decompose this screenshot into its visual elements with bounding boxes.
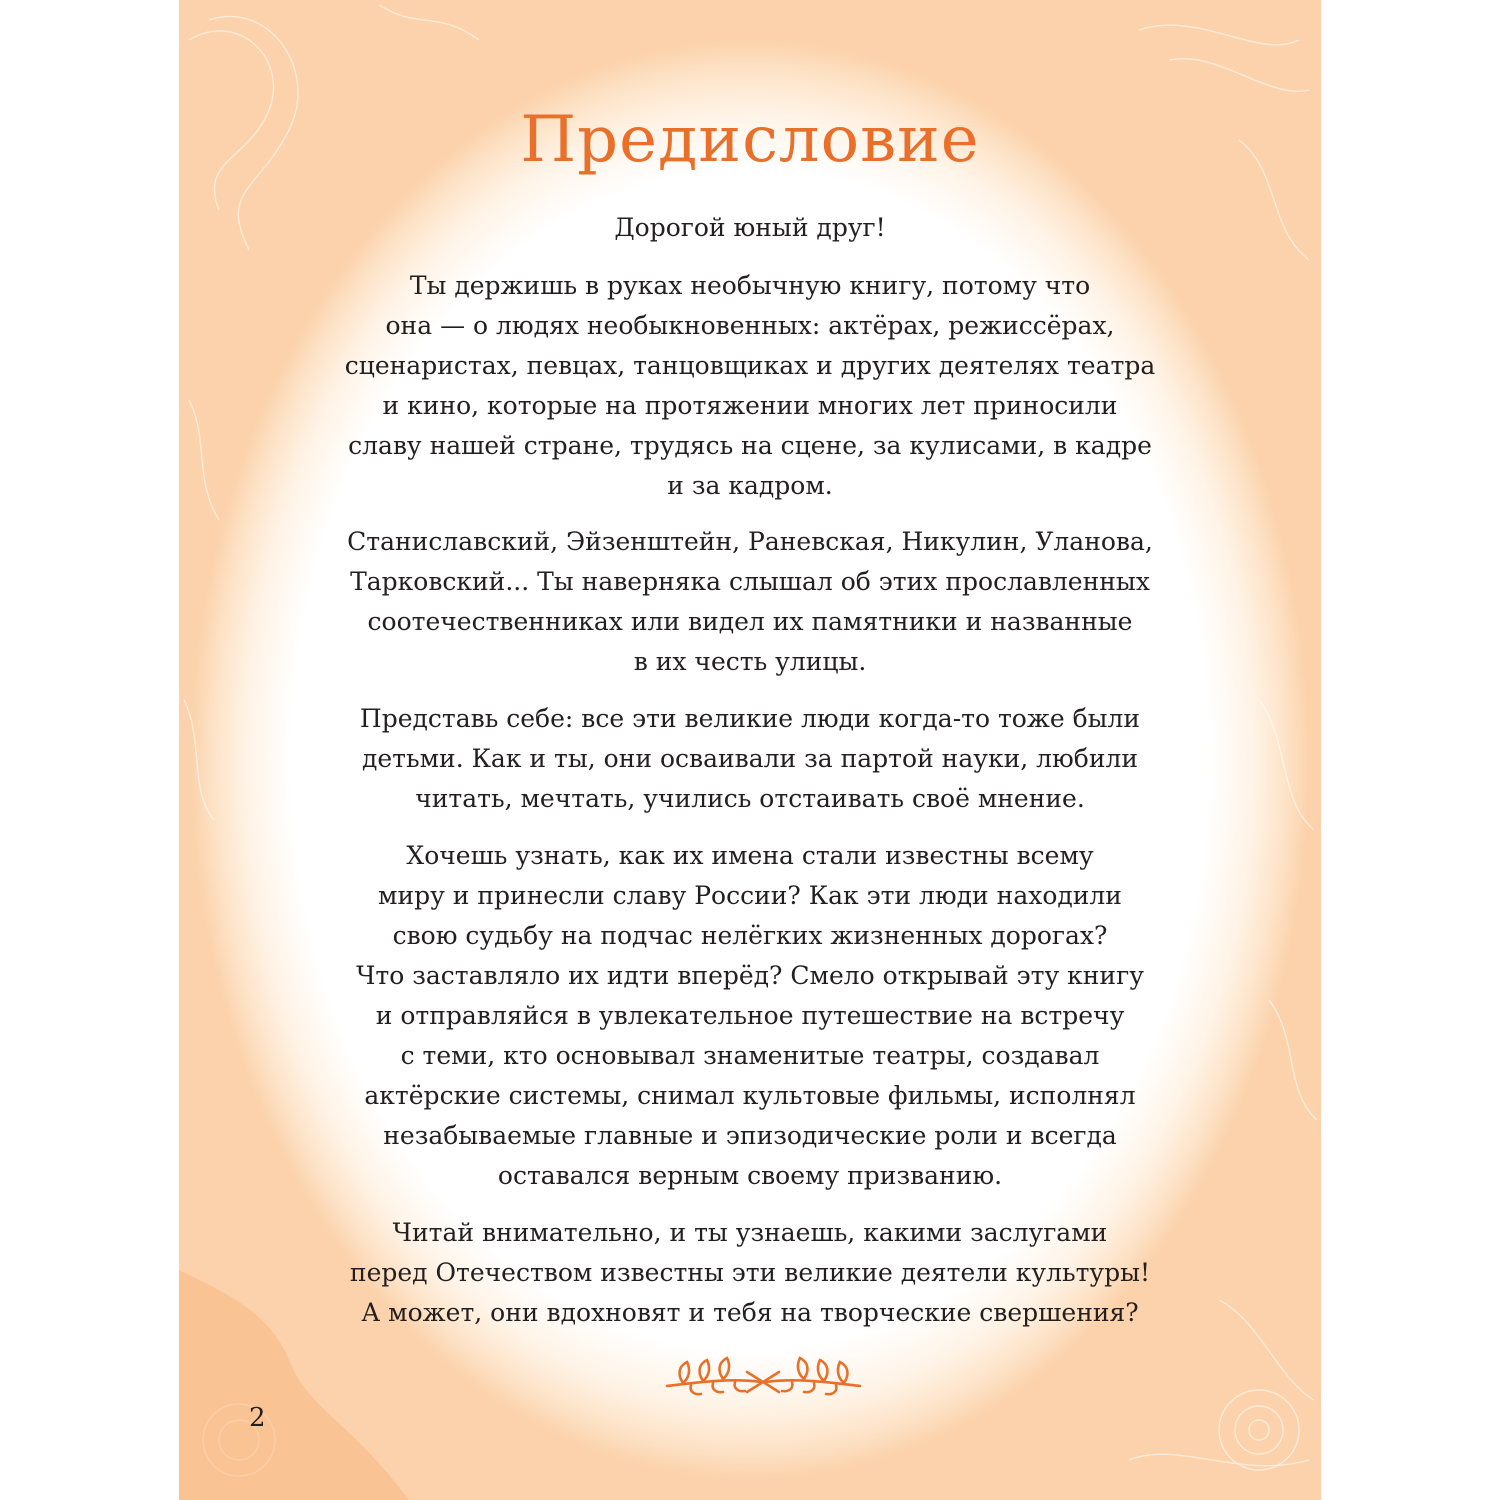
text-line: Станиславский, Эйзенштейн, Раневская, Никулин, Уланова, xyxy=(347,527,1153,556)
text-line: в их честь улицы. xyxy=(633,647,867,676)
text-line: А может, они вдохновят и тебя на творческие свершения? xyxy=(361,1298,1139,1327)
text-line: с теми, кто основывал знаменитые театры, создавал xyxy=(400,1041,1100,1070)
page-title: Предисловие xyxy=(520,103,980,177)
text-line: Что заставляло их идти вперёд? Смело открывай эту книгу xyxy=(356,961,1144,990)
laurel-branch-divider-icon xyxy=(661,1352,866,1396)
page-number: 2 xyxy=(249,1403,266,1433)
text-line: оставался верным своему призванию. xyxy=(497,1161,1003,1190)
text-line: она — о людях необыкновенных: актёрах, режиссёрах, xyxy=(385,311,1115,340)
text-line: незабываемые главные и эпизодические роли и всегда xyxy=(383,1121,1117,1150)
text-line: соотечественниках или видел их памятники и названные xyxy=(367,607,1133,636)
text-line: Тарковский... Ты наверняка слышал об этих прославленных xyxy=(350,567,1150,596)
text-line: актёрские системы, снимал культовые фильмы, исполнял xyxy=(364,1081,1136,1110)
text-line: свою судьбу на подчас нелёгких жизненных дорогах? xyxy=(392,921,1108,950)
paragraph-names xyxy=(179,522,1321,682)
text-line: Ты держишь в руках необычную книгу, потому что xyxy=(409,271,1091,300)
text-line: Хочешь узнать, как их имена стали известны всему xyxy=(406,841,1094,870)
text-line: читать, мечтать, учились отстаивать своё мнение. xyxy=(415,784,1085,813)
text-line: перед Отечеством известны эти великие деятели культуры! xyxy=(349,1258,1151,1287)
text-line: Читай внимательно, и ты узнаешь, какими заслугами xyxy=(392,1218,1108,1247)
text-line: Представь себе: все эти великие люди когда-то тоже были xyxy=(359,704,1141,733)
text-line: славу нашей стране, трудясь на сцене, за кулисами, в кадре xyxy=(348,431,1152,460)
paragraph-journey xyxy=(179,836,1321,1196)
paragraph-childhood xyxy=(179,699,1321,819)
text-line: сценаристах, певцах, танцовщиках и других деятелях театра xyxy=(344,351,1156,380)
book-page xyxy=(179,0,1321,1500)
paragraph-intro xyxy=(179,266,1321,506)
greeting: Дорогой юный друг! xyxy=(614,213,886,242)
text-line: и за кадром. xyxy=(667,471,833,500)
text-line: и отправляйся в увлекательное путешествие на встречу xyxy=(375,1001,1125,1030)
text-line: и кино, которые на протяжении многих лет приносили xyxy=(382,391,1118,420)
text-line: миру и принесли славу России? Как эти люди находили xyxy=(378,881,1122,910)
text-line: детьми. Как и ты, они осваивали за партой науки, любили xyxy=(361,744,1139,773)
paragraph-closing xyxy=(179,1213,1321,1333)
